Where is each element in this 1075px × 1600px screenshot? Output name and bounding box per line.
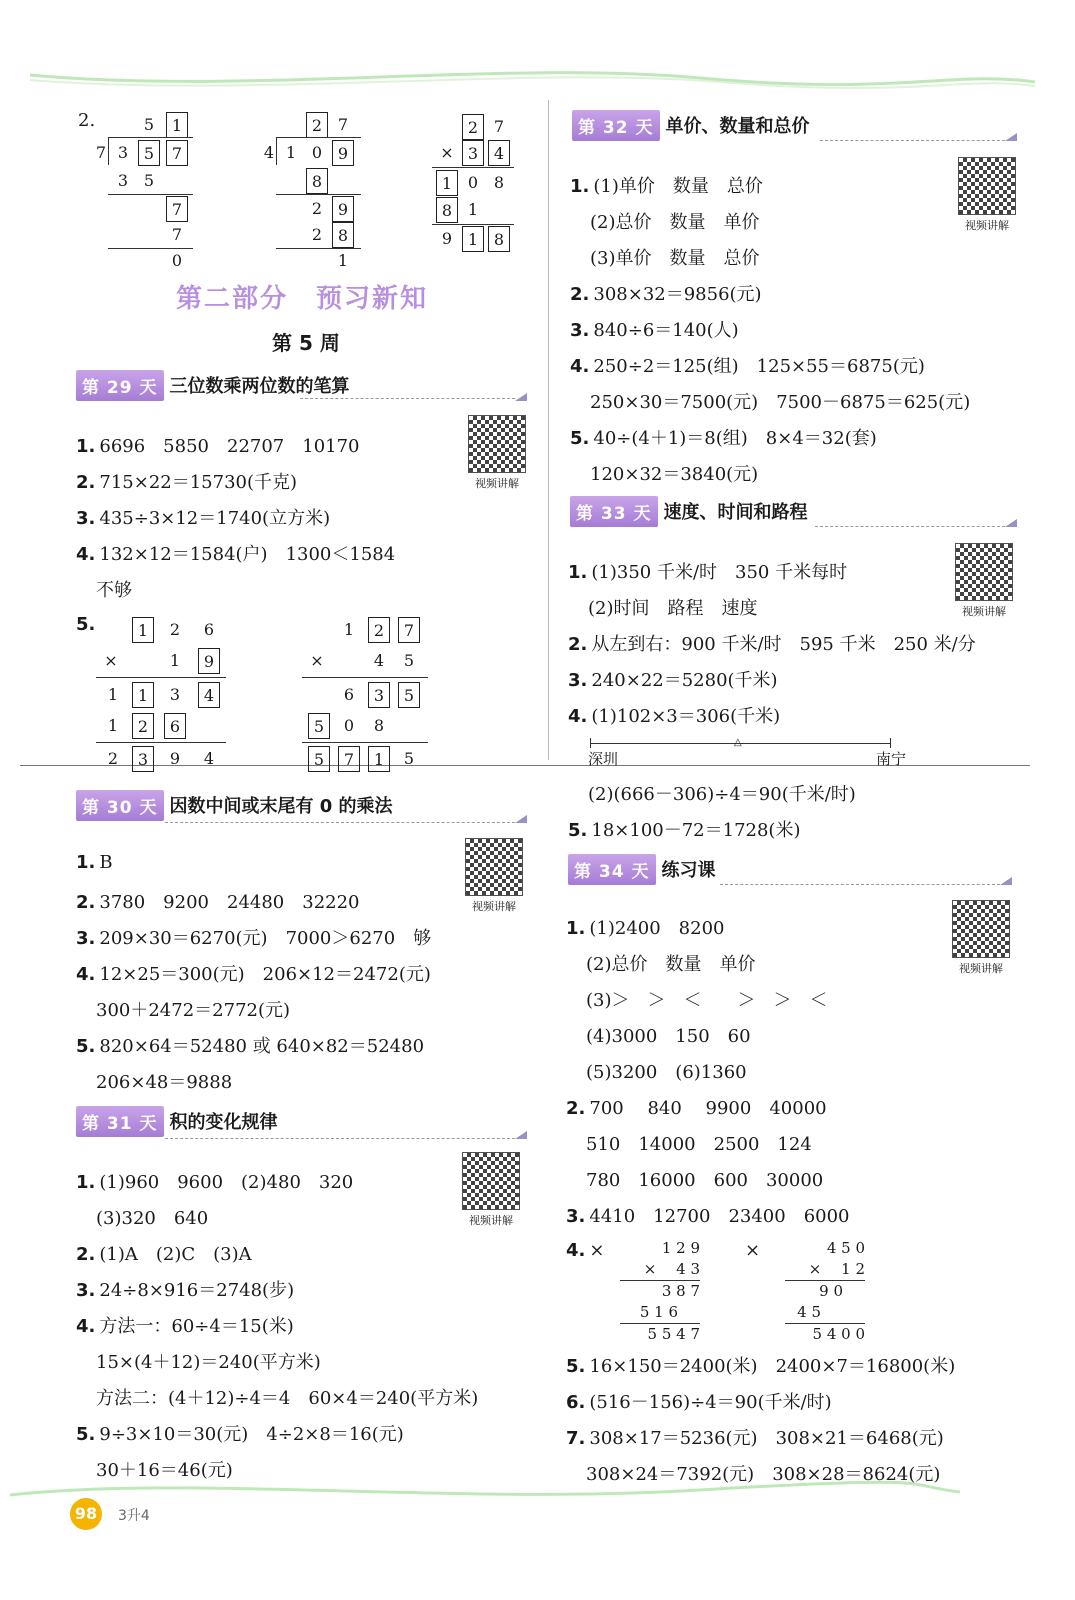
day-badge: 第 33 天 — [570, 496, 658, 527]
calc-450x12: 4 5 0 × 1 2 9 0 4 5 5 4 0 0 — [785, 1238, 865, 1345]
day-badge: 第 32 天 — [572, 110, 660, 141]
top-wave-decoration — [0, 60, 1075, 100]
day-title: 练习课 — [661, 860, 716, 881]
page-number: 98 — [70, 1498, 102, 1530]
day-badge: 第 30 天 — [76, 790, 164, 821]
video-qr-code[interactable]: 视频讲解 — [952, 900, 1010, 976]
day-title: 积的变化规律 — [169, 1112, 278, 1133]
day-title: 单价、数量和总价 — [665, 116, 810, 137]
day-title: 因数中间或末尾有 0 的乘法 — [169, 796, 393, 817]
day-badge: 第 29 天 — [76, 370, 164, 401]
day-badge: 第 34 天 — [568, 854, 656, 885]
week-title: 第 5 周 — [272, 331, 340, 355]
video-qr-code[interactable]: 视频讲解 — [958, 157, 1016, 233]
day-badge: 第 31 天 — [76, 1106, 164, 1137]
item-number: 2. — [78, 110, 96, 131]
video-qr-code[interactable]: 视频讲解 — [468, 415, 526, 491]
day-title: 三位数乘两位数的笔算 — [169, 376, 350, 397]
video-qr-code[interactable]: 视频讲解 — [462, 1152, 520, 1228]
video-qr-code[interactable]: 视频讲解 — [955, 543, 1013, 619]
day-title: 速度、时间和路程 — [663, 502, 808, 523]
video-qr-code[interactable]: 视频讲解 — [465, 838, 523, 914]
grade-label: 3升4 — [118, 1508, 150, 1524]
part-title: 第二部分 预习新知 — [176, 284, 429, 314]
column-divider — [548, 100, 549, 760]
calc-129x43: 1 2 9 × 4 3 3 8 7 5 1 6 5 5 4 7 — [620, 1238, 700, 1345]
